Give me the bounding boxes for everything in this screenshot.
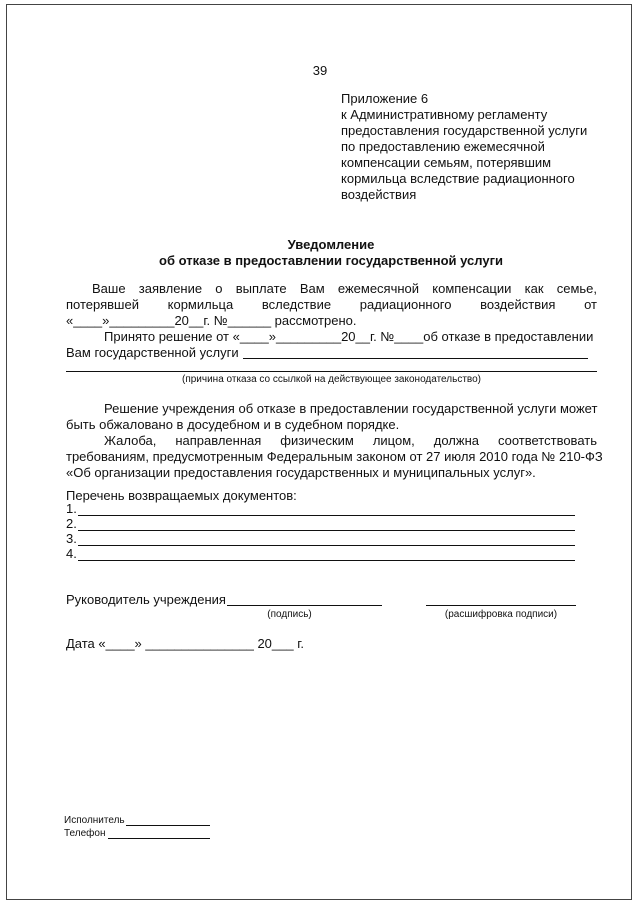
body-text: Вам государственной услуги bbox=[66, 345, 239, 360]
body-text: Жалоба, направленная физическим лицом, должна соответствовать bbox=[104, 433, 597, 448]
reason-caption: (причина отказа со ссылкой на действующее законодательство) bbox=[181, 374, 481, 385]
body-text: потерявшей кормильца вследствие радиационного воздействия от bbox=[66, 297, 597, 312]
appendix-line: компенсации семьям, потерявшим bbox=[341, 155, 552, 170]
list-item-number: 3. bbox=[66, 531, 77, 546]
phone-line bbox=[108, 838, 210, 839]
documents-heading: Перечень возвращаемых документов: bbox=[66, 488, 297, 503]
body-text: Принято решение от «____»_________20__г. №____об отказе в предоставлении bbox=[104, 329, 594, 344]
signature-line bbox=[227, 605, 382, 606]
appendix-line: предоставления государственной услуги bbox=[341, 123, 588, 138]
date-line: Дата «____» _______________ 20___ г. bbox=[66, 636, 304, 651]
decode-caption: (расшифровка подписи) bbox=[444, 609, 558, 620]
appendix-line: к Административному регламенту bbox=[341, 107, 548, 122]
list-item-line bbox=[78, 530, 575, 531]
page-number: 39 bbox=[312, 63, 328, 78]
decision-fill-line bbox=[243, 358, 588, 359]
body-text: Ваше заявление о выплате Вам ежемесячной компенсации как семье, bbox=[92, 281, 597, 296]
document-subtitle: об отказе в предоставлении государственной услуги bbox=[159, 253, 503, 268]
signature-label: Руководитель учреждения bbox=[66, 592, 226, 607]
appendix-line: воздействия bbox=[341, 187, 417, 202]
list-item-number: 1. bbox=[66, 501, 77, 516]
appendix-line: кормильца вследствие радиационного bbox=[341, 171, 575, 186]
list-item-number: 2. bbox=[66, 516, 77, 531]
body-text: «Об организации предоставления государственных и муниципальных услуг». bbox=[66, 465, 536, 480]
decode-line bbox=[426, 605, 576, 606]
body-text: требованиям, предусмотренным Федеральным законом от 27 июля 2010 года № 210-ФЗ bbox=[66, 449, 603, 464]
executor-label: Исполнитель bbox=[64, 815, 125, 826]
phone-label: Телефон bbox=[64, 828, 106, 839]
list-item-line bbox=[78, 560, 575, 561]
reason-fill-line bbox=[66, 371, 597, 372]
document-title: Уведомление bbox=[287, 237, 375, 252]
list-item-line bbox=[78, 545, 575, 546]
appendix-line: по предоставлению ежемесячной bbox=[341, 139, 545, 154]
body-text: быть обжаловано в досудебном и в судебном порядке. bbox=[66, 417, 400, 432]
body-text: Решение учреждения об отказе в предоставлении государственной услуги может bbox=[104, 401, 598, 416]
appendix-line: Приложение 6 bbox=[341, 91, 429, 106]
list-item-number: 4. bbox=[66, 546, 77, 561]
list-item-line bbox=[78, 515, 575, 516]
executor-line bbox=[126, 825, 210, 826]
body-text: «____»_________20__г. №______ рассмотрено. bbox=[66, 313, 357, 328]
signature-caption: (подпись) bbox=[267, 609, 312, 620]
